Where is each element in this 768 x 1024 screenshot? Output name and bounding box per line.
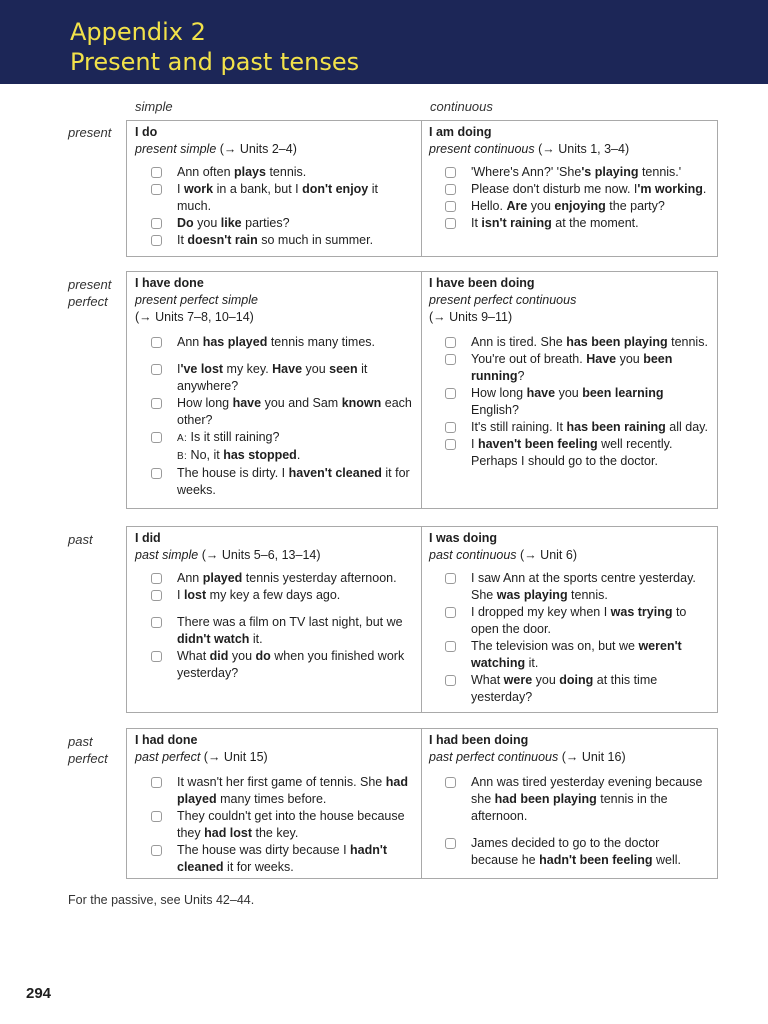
past-perfect-continuous-reference: past perfect continuous (→ Unit 16) (429, 750, 626, 764)
bullet-icon (445, 607, 456, 618)
example: Hello. Are you enjoying the party? (429, 198, 711, 215)
present-box (126, 120, 718, 257)
present-perfect-continuous-cell (422, 272, 717, 508)
example: A: Is it still raining? (135, 429, 415, 447)
past-perfect-continuous-cell (422, 729, 717, 878)
bullet-icon (445, 388, 456, 399)
passive-cross-reference: For the passive, see Units 42–44. (68, 893, 255, 907)
past-simple-reference: past simple (→ Units 5–6, 13–14) (135, 548, 321, 562)
bullet-icon (151, 218, 162, 229)
present-simple-cell (127, 121, 422, 256)
example: There was a film on TV last night, but we didn't watch it. (135, 614, 415, 648)
example: You're out of breath. Have you been running? (429, 351, 711, 385)
present-continuous-cell (422, 121, 717, 256)
header-band (0, 0, 768, 84)
past-perfect-form: I had done (135, 733, 198, 747)
present-perfect-simple-form: I have done (135, 276, 204, 290)
example: How long have you and Sam known each other? (135, 395, 415, 429)
bullet-icon (151, 573, 162, 584)
row-label-past-perfect: past perfect (68, 734, 108, 766)
past-perfect-reference: past perfect (→ Unit 15) (135, 750, 268, 764)
bullet-icon (445, 641, 456, 652)
example: I work in a bank, but I don't enjoy it much. (135, 181, 415, 215)
past-continuous-form: I was doing (429, 531, 498, 545)
bullet-icon (151, 617, 162, 628)
row-label-past: past (68, 532, 93, 547)
past-perfect-cell (127, 729, 422, 878)
bullet-icon (445, 573, 456, 584)
present-perfect-simple-cell (127, 272, 422, 508)
example: The television was on, but we weren't watching it. (429, 638, 711, 672)
bullet-icon (151, 432, 162, 443)
example: I saw Ann at the sports centre yesterday. She was playing tennis. (429, 570, 711, 604)
example: It doesn't rain so much in summer. (135, 232, 415, 249)
example: The house is dirty. I haven't cleaned it for weeks. (135, 465, 415, 499)
example: The house was dirty because I hadn't cleaned it for weeks. (135, 842, 415, 876)
bullet-icon (445, 184, 456, 195)
bullet-icon (151, 337, 162, 348)
present-perfect-continuous-form: I have been doing (429, 276, 535, 290)
example: What were you doing at this time yesterday? (429, 672, 711, 706)
page-number: 294 (26, 985, 52, 1002)
present-perfect-simple-name: present perfect simple (135, 293, 258, 307)
past-perfect-box (126, 728, 718, 879)
present-perfect-continuous-name: present perfect continuous (429, 293, 577, 307)
bullet-icon (445, 354, 456, 365)
row-label-present: present (68, 125, 112, 140)
bullet-icon (151, 235, 162, 246)
example: How long have you been learning English? (429, 385, 711, 419)
bullet-icon (151, 184, 162, 195)
present-simple-reference: present simple (→ Units 2–4) (135, 142, 297, 156)
example: Please don't disturb me now. I'm working. (429, 181, 711, 198)
bullet-icon (445, 439, 456, 450)
bullet-icon (151, 167, 162, 178)
example: Ann has played tennis many times. (135, 334, 415, 351)
example: It isn't raining at the moment. (429, 215, 711, 232)
bullet-icon (445, 218, 456, 229)
bullet-icon (151, 811, 162, 822)
present-perfect-continuous-units: (→ Units 9–11) (429, 310, 513, 324)
bullet-icon (445, 422, 456, 433)
past-box (126, 526, 718, 713)
past-perfect-continuous-form: I had been doing (429, 733, 529, 747)
bullet-icon (445, 838, 456, 849)
example: Ann is tired. She has been playing tennis. (429, 334, 711, 351)
past-simple-cell (127, 527, 422, 712)
present-perfect-simple-units: (→ Units 7–8, 10–14) (135, 310, 254, 324)
bullet-icon (151, 845, 162, 856)
past-continuous-reference: past continuous (→ Unit 6) (429, 548, 577, 562)
example: Ann often plays tennis. (135, 164, 415, 181)
example: I dropped my key when I was trying to open the door. (429, 604, 711, 638)
bullet-icon (151, 364, 162, 375)
present-continuous-form: I am doing (429, 125, 492, 139)
example: James decided to go to the doctor because he hadn't been feeling well. (429, 835, 711, 869)
past-continuous-cell (422, 527, 717, 712)
example: Do you like parties? (135, 215, 415, 232)
column-heading-continuous: continuous (430, 99, 493, 114)
bullet-icon (445, 337, 456, 348)
example: I haven't been feeling well recently. Perhaps I should go to the doctor. (429, 436, 711, 470)
example: I lost my key a few days ago. (135, 587, 415, 604)
bullet-icon (445, 167, 456, 178)
bullet-icon (151, 651, 162, 662)
past-simple-form: I did (135, 531, 161, 545)
bullet-icon (151, 468, 162, 479)
example: 'Where's Ann?' 'She's playing tennis.' (429, 164, 711, 181)
example: I've lost my key. Have you seen it anywhere? (135, 361, 415, 395)
example: Ann was tired yesterday evening because she had been playing tennis in the afternoon. (429, 774, 711, 825)
example: They couldn't get into the house because they had lost the key. (135, 808, 415, 842)
example: It's still raining. It has been raining all day. (429, 419, 711, 436)
row-label-present-perfect: present perfect (68, 277, 112, 309)
example: What did you do when you finished work yesterday? (135, 648, 415, 682)
appendix-title: Appendix 2 (70, 18, 206, 46)
example-continuation: B: No, it has stopped. (177, 448, 301, 462)
present-simple-form: I do (135, 125, 158, 139)
bullet-icon (445, 777, 456, 788)
present-perfect-box (126, 271, 718, 509)
page-title: Present and past tenses (70, 48, 360, 76)
example: Ann played tennis yesterday afternoon. (135, 570, 415, 587)
bullet-icon (151, 590, 162, 601)
present-continuous-reference: present continuous (→ Units 1, 3–4) (429, 142, 630, 156)
example: It wasn't her first game of tennis. She had played many times before. (135, 774, 415, 808)
column-heading-simple: simple (135, 99, 173, 114)
bullet-icon (151, 398, 162, 409)
bullet-icon (445, 201, 456, 212)
bullet-icon (445, 675, 456, 686)
bullet-icon (151, 777, 162, 788)
